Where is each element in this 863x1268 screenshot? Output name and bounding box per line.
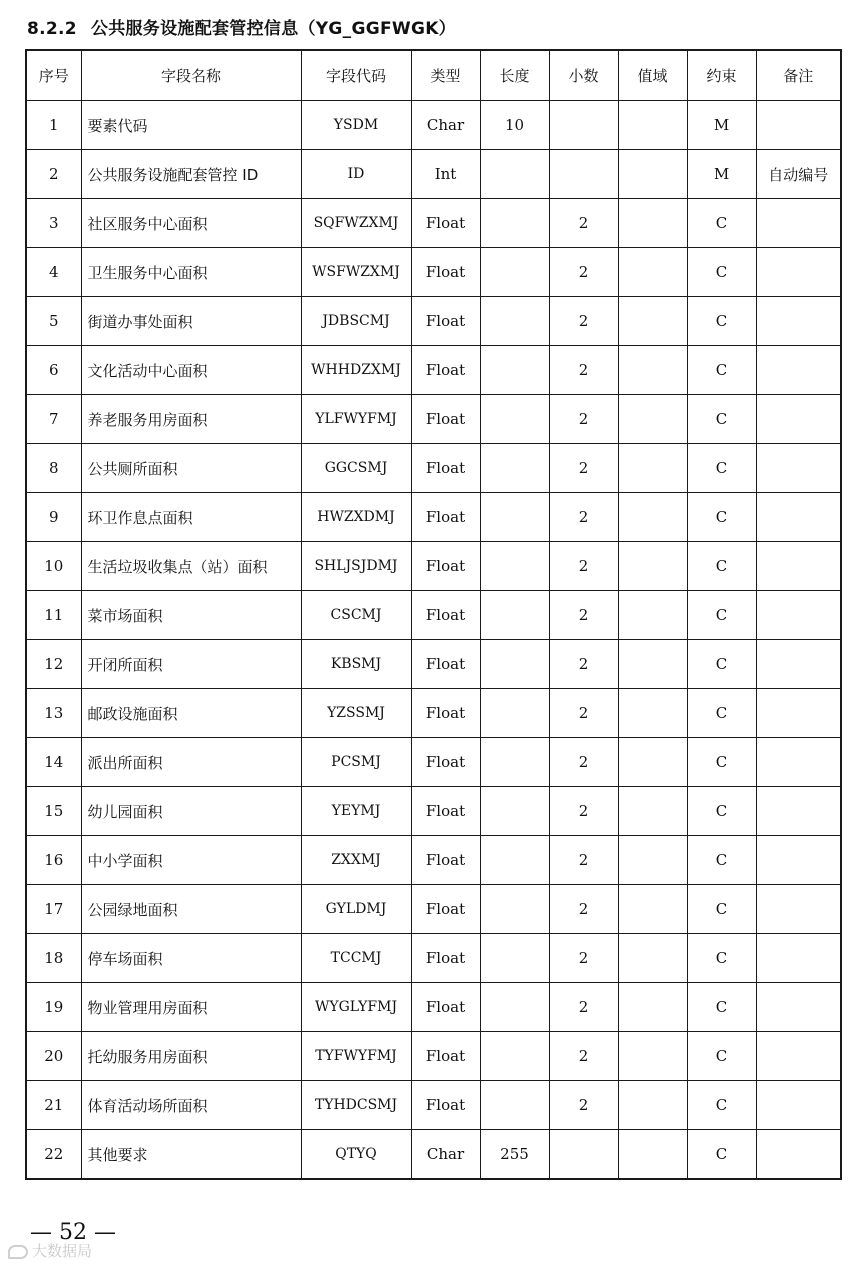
table-row xyxy=(26,983,841,1032)
cell-range xyxy=(618,1130,687,1180)
table-row xyxy=(26,1081,841,1130)
cell-field-name: 停车场面积 xyxy=(81,934,301,983)
cell-constraint: M xyxy=(687,150,756,199)
cell-decimal: 2 xyxy=(549,640,618,689)
cell-field-name: 物业管理用房面积 xyxy=(81,983,301,1032)
cell-range xyxy=(618,934,687,983)
cell-note xyxy=(756,885,841,934)
cell-field-code: KBSMJ xyxy=(301,640,411,689)
cell-no: 13 xyxy=(26,689,81,738)
table-row xyxy=(26,346,841,395)
cell-field-code: ZXXMJ xyxy=(301,836,411,885)
cell-constraint: C xyxy=(687,787,756,836)
cell-decimal: 2 xyxy=(549,297,618,346)
cell-range xyxy=(618,395,687,444)
cell-no: 8 xyxy=(26,444,81,493)
cell-type: Float xyxy=(411,248,480,297)
table-row xyxy=(26,493,841,542)
cell-length: 255 xyxy=(480,1130,549,1180)
cell-type: Float xyxy=(411,640,480,689)
cell-type: Float xyxy=(411,1032,480,1081)
cell-range xyxy=(618,1032,687,1081)
table-row xyxy=(26,101,841,150)
cell-type: Float xyxy=(411,493,480,542)
header-cell-constraint: 约束 xyxy=(687,50,756,101)
table-row xyxy=(26,640,841,689)
cell-field-code: YLFWYFMJ xyxy=(301,395,411,444)
cell-field-code: HWZXDMJ xyxy=(301,493,411,542)
cell-type: Float xyxy=(411,297,480,346)
cell-field-name: 开闭所面积 xyxy=(81,640,301,689)
cell-range xyxy=(618,346,687,395)
cell-range xyxy=(618,591,687,640)
cell-no: 20 xyxy=(26,1032,81,1081)
cell-note xyxy=(756,199,841,248)
cell-note xyxy=(756,689,841,738)
cell-length xyxy=(480,689,549,738)
cell-field-code: JDBSCMJ xyxy=(301,297,411,346)
cell-no: 16 xyxy=(26,836,81,885)
table-row xyxy=(26,542,841,591)
cell-field-code: GGCSMJ xyxy=(301,444,411,493)
table-row xyxy=(26,1130,841,1180)
cell-length xyxy=(480,297,549,346)
table-row xyxy=(26,836,841,885)
cell-length xyxy=(480,787,549,836)
chat-bubble-logo-icon xyxy=(8,1245,28,1259)
table-row xyxy=(26,395,841,444)
cell-decimal xyxy=(549,1130,618,1180)
cell-constraint: C xyxy=(687,1032,756,1081)
cell-type: Float xyxy=(411,983,480,1032)
cell-field-code: YEYMJ xyxy=(301,787,411,836)
cell-field-name: 环卫作息点面积 xyxy=(81,493,301,542)
cell-length xyxy=(480,934,549,983)
cell-note xyxy=(756,836,841,885)
cell-no: 22 xyxy=(26,1130,81,1180)
cell-field-name: 卫生服务中心面积 xyxy=(81,248,301,297)
cell-type: Char xyxy=(411,1130,480,1180)
table-row xyxy=(26,199,841,248)
cell-constraint: M xyxy=(687,101,756,150)
table-row xyxy=(26,885,841,934)
cell-field-code: CSCMJ xyxy=(301,591,411,640)
cell-no: 17 xyxy=(26,885,81,934)
cell-type: Float xyxy=(411,444,480,493)
cell-no: 15 xyxy=(26,787,81,836)
cell-note xyxy=(756,297,841,346)
cell-constraint: C xyxy=(687,542,756,591)
cell-type: Float xyxy=(411,591,480,640)
cell-range xyxy=(618,150,687,199)
cell-constraint: C xyxy=(687,248,756,297)
cell-note xyxy=(756,248,841,297)
cell-type: Float xyxy=(411,885,480,934)
header-cell-type: 类型 xyxy=(411,50,480,101)
cell-field-name: 文化活动中心面积 xyxy=(81,346,301,395)
table-header-row xyxy=(26,50,841,101)
cell-note xyxy=(756,591,841,640)
cell-decimal: 2 xyxy=(549,689,618,738)
cell-length xyxy=(480,346,549,395)
cell-type: Float xyxy=(411,542,480,591)
cell-constraint: C xyxy=(687,885,756,934)
cell-decimal: 2 xyxy=(549,934,618,983)
cell-range xyxy=(618,689,687,738)
cell-note xyxy=(756,101,841,150)
cell-field-code: TYHDCSMJ xyxy=(301,1081,411,1130)
cell-type: Char xyxy=(411,101,480,150)
cell-range xyxy=(618,493,687,542)
cell-decimal: 2 xyxy=(549,1032,618,1081)
cell-no: 14 xyxy=(26,738,81,787)
header-cell-length: 长度 xyxy=(480,50,549,101)
table-row xyxy=(26,591,841,640)
cell-range xyxy=(618,983,687,1032)
cell-note xyxy=(756,444,841,493)
cell-length: 10 xyxy=(480,101,549,150)
table-row xyxy=(26,248,841,297)
cell-field-code: TCCMJ xyxy=(301,934,411,983)
cell-type: Float xyxy=(411,836,480,885)
cell-field-name: 街道办事处面积 xyxy=(81,297,301,346)
cell-decimal: 2 xyxy=(549,787,618,836)
cell-field-code: TYFWYFMJ xyxy=(301,1032,411,1081)
cell-constraint: C xyxy=(687,1130,756,1180)
header-cell-no: 序号 xyxy=(26,50,81,101)
cell-note xyxy=(756,738,841,787)
cell-decimal: 2 xyxy=(549,395,618,444)
cell-field-name: 社区服务中心面积 xyxy=(81,199,301,248)
cell-field-code: WYGLYFMJ xyxy=(301,983,411,1032)
cell-no: 19 xyxy=(26,983,81,1032)
cell-decimal: 2 xyxy=(549,248,618,297)
cell-range xyxy=(618,199,687,248)
cell-decimal: 2 xyxy=(549,591,618,640)
cell-range xyxy=(618,787,687,836)
cell-field-code: GYLDMJ xyxy=(301,885,411,934)
cell-length xyxy=(480,150,549,199)
header-cell-decimal: 小数 xyxy=(549,50,618,101)
cell-note xyxy=(756,1130,841,1180)
cell-field-name: 公园绿地面积 xyxy=(81,885,301,934)
cell-field-name: 公共服务设施配套管控 ID xyxy=(81,150,301,199)
cell-constraint: C xyxy=(687,640,756,689)
cell-constraint: C xyxy=(687,934,756,983)
cell-no: 5 xyxy=(26,297,81,346)
cell-decimal xyxy=(549,150,618,199)
cell-length xyxy=(480,885,549,934)
cell-constraint: C xyxy=(687,199,756,248)
cell-range xyxy=(618,101,687,150)
cell-no: 11 xyxy=(26,591,81,640)
cell-note xyxy=(756,640,841,689)
cell-range xyxy=(618,640,687,689)
cell-decimal: 2 xyxy=(549,738,618,787)
cell-length xyxy=(480,542,549,591)
cell-field-name: 中小学面积 xyxy=(81,836,301,885)
cell-constraint: C xyxy=(687,983,756,1032)
cell-field-name: 托幼服务用房面积 xyxy=(81,1032,301,1081)
table-row xyxy=(26,738,841,787)
cell-constraint: C xyxy=(687,346,756,395)
cell-note xyxy=(756,493,841,542)
cell-type: Float xyxy=(411,787,480,836)
cell-type: Float xyxy=(411,346,480,395)
header-cell-note: 备注 xyxy=(756,50,841,101)
cell-constraint: C xyxy=(687,395,756,444)
watermark-text: 大数据局 xyxy=(32,1242,93,1260)
cell-range xyxy=(618,885,687,934)
header-cell-range: 值域 xyxy=(618,50,687,101)
cell-note xyxy=(756,1032,841,1081)
table-row xyxy=(26,934,841,983)
cell-decimal: 2 xyxy=(549,885,618,934)
section-heading xyxy=(27,14,456,39)
cell-no: 1 xyxy=(26,101,81,150)
cell-length xyxy=(480,444,549,493)
table-row xyxy=(26,150,841,199)
cell-field-name: 要素代码 xyxy=(81,101,301,150)
cell-range xyxy=(618,297,687,346)
cell-field-code: SQFWZXMJ xyxy=(301,199,411,248)
cell-field-code: QTYQ xyxy=(301,1130,411,1180)
cell-decimal: 2 xyxy=(549,346,618,395)
cell-field-name: 体育活动场所面积 xyxy=(81,1081,301,1130)
cell-length xyxy=(480,738,549,787)
cell-no: 6 xyxy=(26,346,81,395)
cell-field-code: ID xyxy=(301,150,411,199)
cell-field-name: 派出所面积 xyxy=(81,738,301,787)
cell-field-name: 养老服务用房面积 xyxy=(81,395,301,444)
cell-type: Float xyxy=(411,199,480,248)
cell-type: Float xyxy=(411,738,480,787)
cell-note xyxy=(756,542,841,591)
section-title: 公共服务设施配套管控信息（YG_GGFWGK） xyxy=(90,19,456,39)
cell-constraint: C xyxy=(687,738,756,787)
cell-type: Float xyxy=(411,395,480,444)
cell-range xyxy=(618,836,687,885)
cell-length xyxy=(480,1081,549,1130)
cell-length xyxy=(480,248,549,297)
cell-decimal: 2 xyxy=(549,983,618,1032)
cell-field-name: 菜市场面积 xyxy=(81,591,301,640)
cell-length xyxy=(480,591,549,640)
watermark xyxy=(8,1240,92,1261)
cell-length xyxy=(480,836,549,885)
cell-constraint: C xyxy=(687,836,756,885)
cell-no: 7 xyxy=(26,395,81,444)
table-row xyxy=(26,444,841,493)
cell-range xyxy=(618,444,687,493)
cell-field-code: PCSMJ xyxy=(301,738,411,787)
cell-field-code: SHLJSJDMJ xyxy=(301,542,411,591)
cell-no: 4 xyxy=(26,248,81,297)
cell-field-code: WSFWZXMJ xyxy=(301,248,411,297)
cell-field-code: YSDM xyxy=(301,101,411,150)
header-cell-code: 字段代码 xyxy=(301,50,411,101)
cell-field-name: 其他要求 xyxy=(81,1130,301,1180)
cell-decimal: 2 xyxy=(549,836,618,885)
cell-note xyxy=(756,983,841,1032)
cell-range xyxy=(618,248,687,297)
cell-field-name: 生活垃圾收集点（站）面积 xyxy=(81,542,301,591)
cell-field-name: 邮政设施面积 xyxy=(81,689,301,738)
cell-length xyxy=(480,1032,549,1081)
cell-range xyxy=(618,1081,687,1130)
cell-no: 2 xyxy=(26,150,81,199)
cell-decimal: 2 xyxy=(549,444,618,493)
cell-note xyxy=(756,934,841,983)
cell-note xyxy=(756,346,841,395)
cell-decimal xyxy=(549,101,618,150)
cell-range xyxy=(618,542,687,591)
cell-decimal: 2 xyxy=(549,542,618,591)
cell-constraint: C xyxy=(687,591,756,640)
cell-length xyxy=(480,199,549,248)
cell-constraint: C xyxy=(687,1081,756,1130)
cell-decimal: 2 xyxy=(549,199,618,248)
table-row xyxy=(26,689,841,738)
cell-field-name: 幼儿园面积 xyxy=(81,787,301,836)
cell-note xyxy=(756,395,841,444)
cell-no: 10 xyxy=(26,542,81,591)
section-number: 8.2.2 xyxy=(27,19,77,39)
cell-range xyxy=(618,738,687,787)
field-definition-table xyxy=(25,49,842,1180)
table-row xyxy=(26,297,841,346)
cell-decimal: 2 xyxy=(549,493,618,542)
cell-constraint: C xyxy=(687,493,756,542)
cell-no: 18 xyxy=(26,934,81,983)
cell-type: Int xyxy=(411,150,480,199)
cell-note xyxy=(756,787,841,836)
cell-note xyxy=(756,1081,841,1130)
cell-decimal: 2 xyxy=(549,1081,618,1130)
table-row xyxy=(26,787,841,836)
cell-no: 12 xyxy=(26,640,81,689)
cell-length xyxy=(480,983,549,1032)
cell-no: 9 xyxy=(26,493,81,542)
cell-length xyxy=(480,640,549,689)
cell-no: 21 xyxy=(26,1081,81,1130)
cell-length xyxy=(480,395,549,444)
cell-field-code: YZSSMJ xyxy=(301,689,411,738)
cell-no: 3 xyxy=(26,199,81,248)
header-cell-name: 字段名称 xyxy=(81,50,301,101)
cell-type: Float xyxy=(411,1081,480,1130)
cell-constraint: C xyxy=(687,689,756,738)
table-row xyxy=(26,1032,841,1081)
page-number: — 52 — xyxy=(30,1220,116,1245)
cell-type: Float xyxy=(411,934,480,983)
cell-type: Float xyxy=(411,689,480,738)
cell-length xyxy=(480,493,549,542)
cell-field-code: WHHDZXMJ xyxy=(301,346,411,395)
cell-note: 自动编号 xyxy=(756,150,841,199)
cell-constraint: C xyxy=(687,444,756,493)
cell-constraint: C xyxy=(687,297,756,346)
cell-field-name: 公共厕所面积 xyxy=(81,444,301,493)
